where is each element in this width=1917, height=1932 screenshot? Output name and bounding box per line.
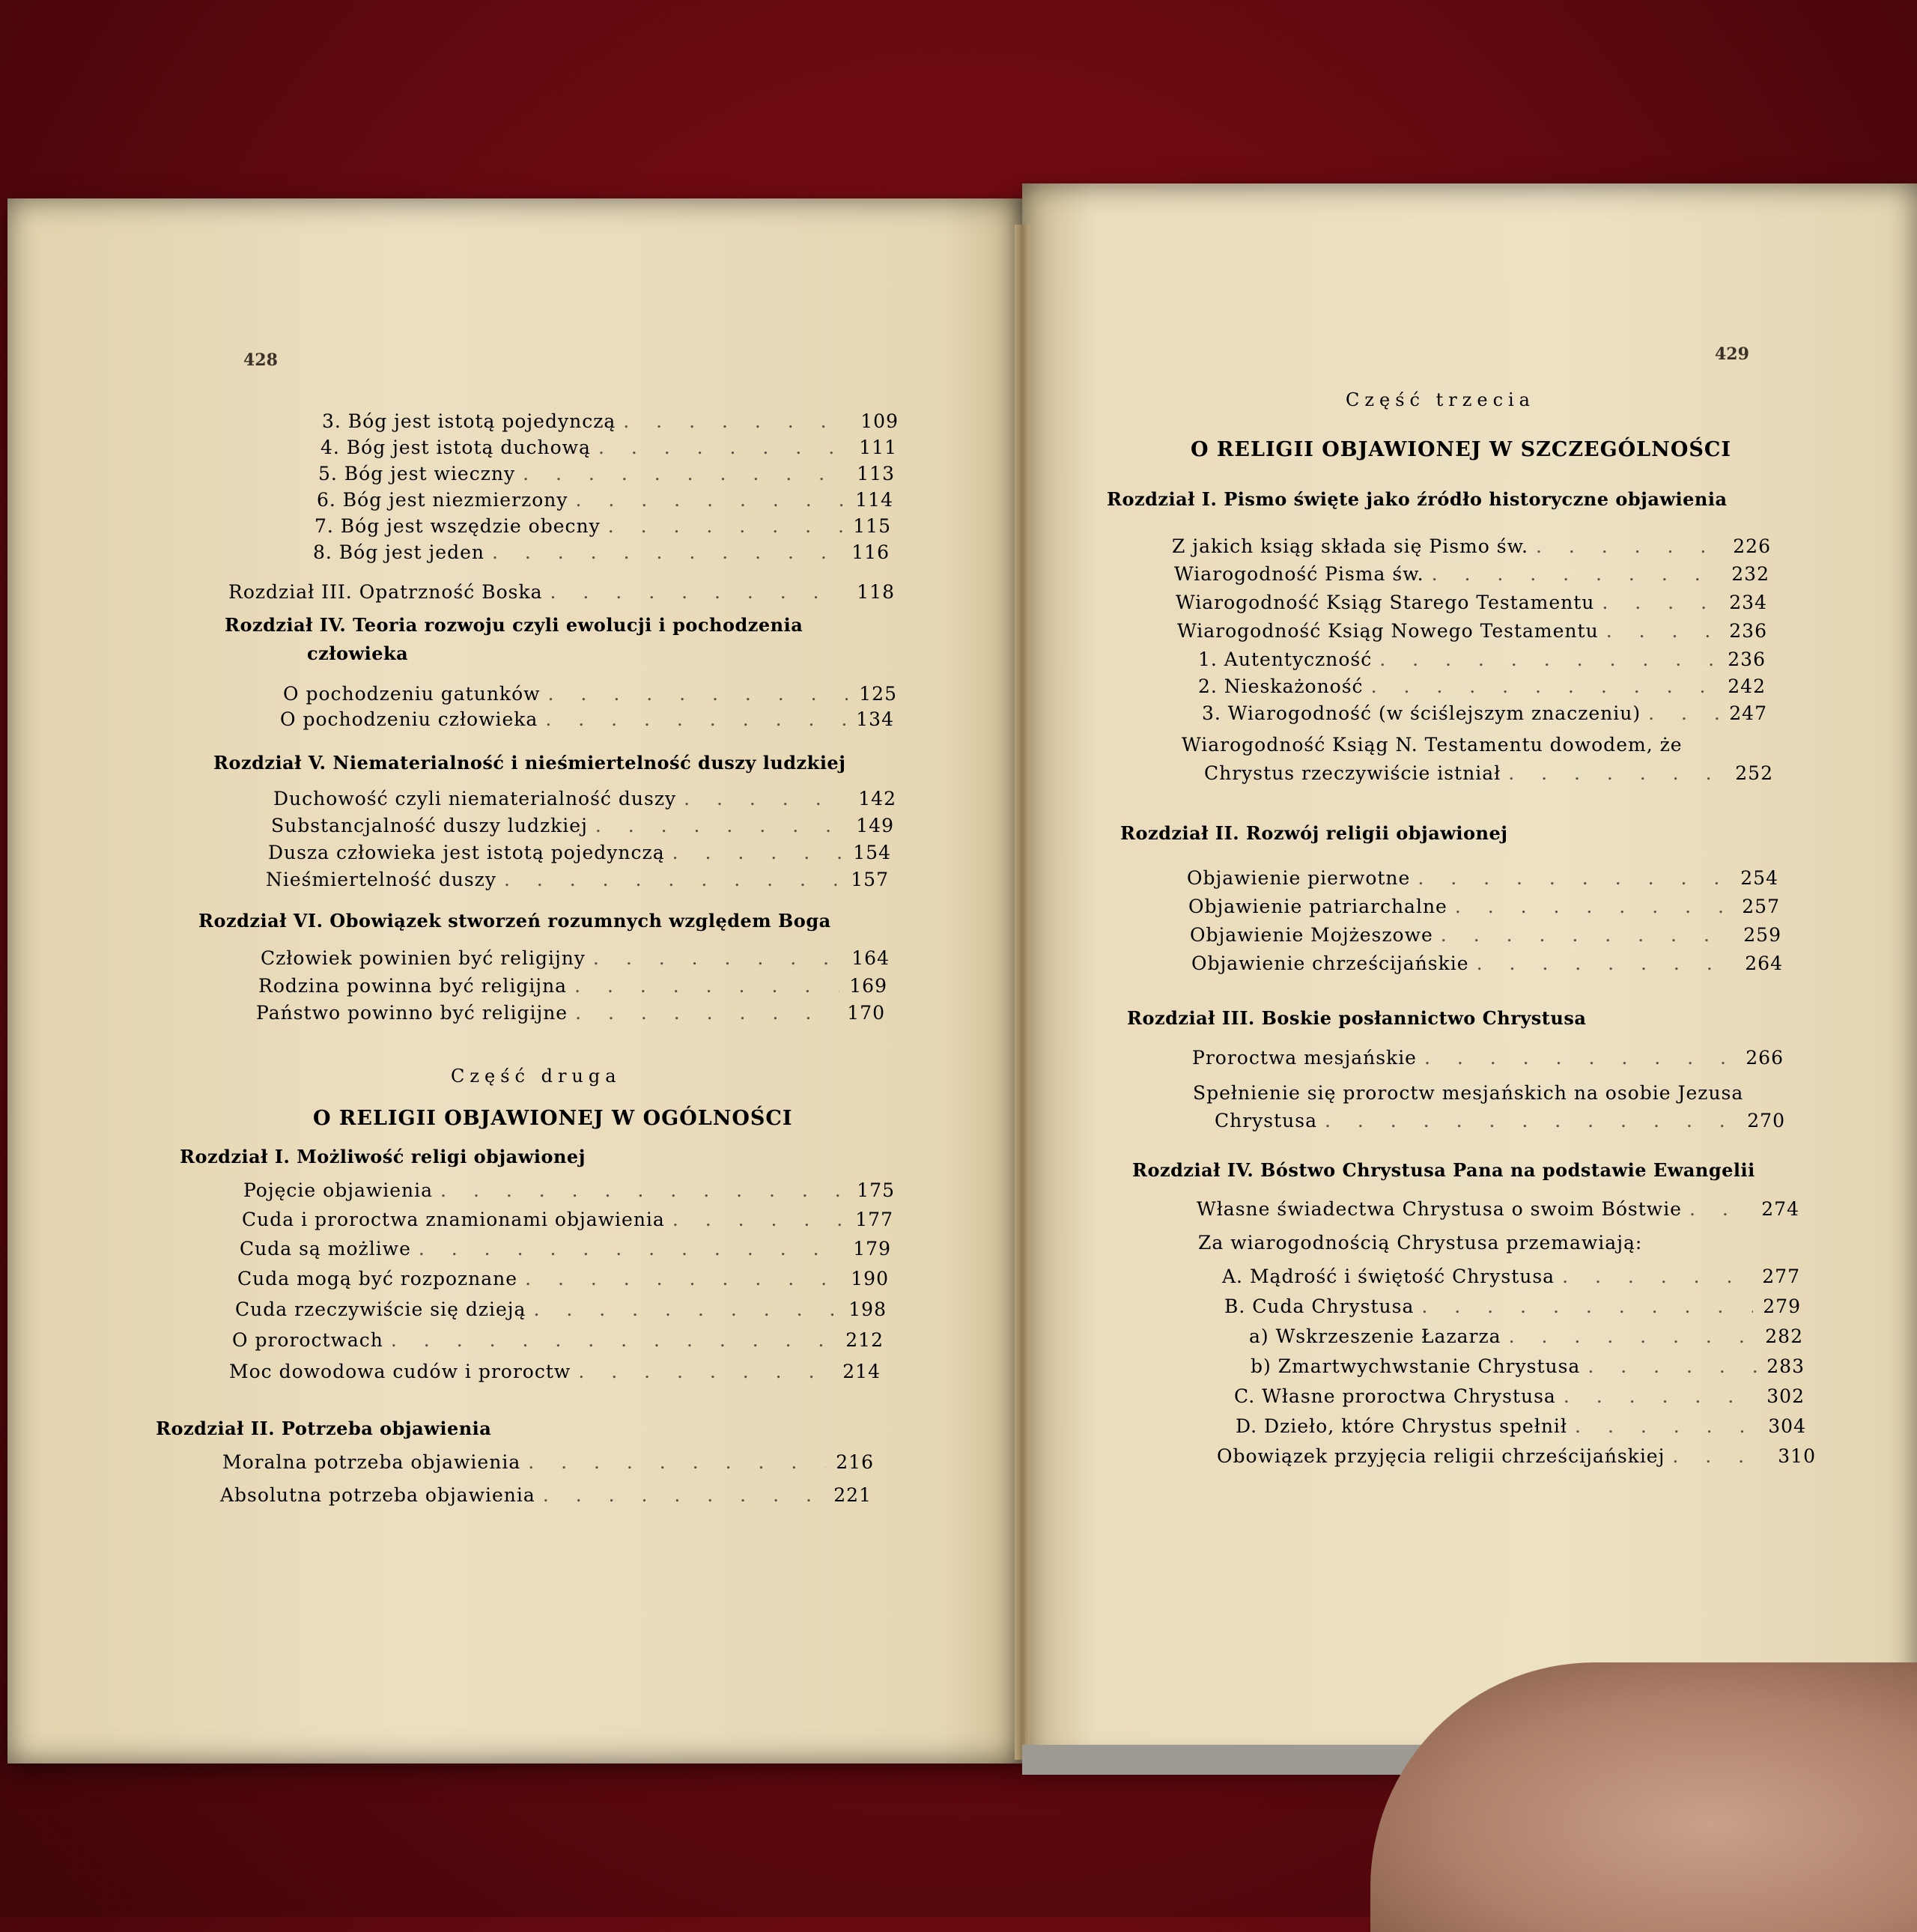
entry-title: D. Dzieło, które Chrystus spełnił <box>1236 1415 1568 1437</box>
page-ref: 254 <box>1740 867 1778 889</box>
page-ref: 149 <box>856 815 894 836</box>
dot-leader <box>623 410 851 432</box>
page-ref: 154 <box>853 842 891 863</box>
entry-title: 6. Bóg jest niezmierzony <box>317 489 568 511</box>
toc-entry <box>1198 648 1766 670</box>
dot-leader <box>1575 1415 1758 1437</box>
toc-entry <box>235 1298 887 1320</box>
dot-leader <box>523 463 847 484</box>
entry-title: O proroctwach <box>232 1329 383 1351</box>
toc-entry <box>1176 592 1767 613</box>
chapter-heading: Rozdział I. Możliwość religi objawionej <box>180 1146 586 1167</box>
dot-leader <box>1562 1266 1752 1287</box>
dot-leader <box>1672 1445 1768 1467</box>
toc-entry <box>232 1329 884 1351</box>
toc-entry <box>222 1451 874 1473</box>
entry-title: Duchowość czyli niematerialność duszy <box>273 788 677 809</box>
page-ref: 157 <box>851 869 889 890</box>
page-ref: 177 <box>855 1209 893 1230</box>
dot-leader <box>598 437 849 458</box>
dot-leader <box>1564 1385 1757 1407</box>
dot-leader <box>1477 953 1735 974</box>
dot-leader <box>550 581 847 603</box>
page-ref: 216 <box>836 1451 874 1473</box>
page-ref: 169 <box>849 975 887 997</box>
page-ref: 257 <box>1742 896 1780 917</box>
entry-title: Proroctwa mesjańskie <box>1192 1047 1417 1069</box>
dot-leader <box>1371 675 1718 697</box>
page-number-right: 429 <box>1715 344 1749 364</box>
dot-leader <box>440 1179 847 1201</box>
toc-entry <box>1174 563 1769 585</box>
entry-title: Z jakich ksiąg składa się Pismo św. <box>1172 535 1528 557</box>
toc-entry <box>273 788 896 809</box>
dot-leader <box>1432 563 1722 585</box>
entry-title: Państwo powinno być religijne <box>256 1002 568 1024</box>
dot-leader <box>593 947 842 969</box>
part-label: Część trzecia <box>1346 389 1535 410</box>
part-title: O RELIGII OBJAWIONEJ W SZCZEGÓLNOŚCI <box>1191 438 1731 461</box>
page-ref: 125 <box>859 683 897 705</box>
dot-leader <box>578 1361 833 1382</box>
toc-entry <box>256 1002 885 1024</box>
entry-title: Cuda rzeczywiście się dzieją <box>235 1298 526 1320</box>
dot-leader <box>672 842 843 863</box>
page-ref: 277 <box>1762 1266 1800 1287</box>
page-ref: 142 <box>858 788 896 809</box>
toc-entry <box>318 463 895 484</box>
toc-entry <box>1188 896 1780 917</box>
dot-leader <box>528 1451 826 1473</box>
entry-title: Obowiązek przyjęcia religii chrześcijańskiej <box>1217 1445 1665 1467</box>
toc-entry <box>240 1238 891 1260</box>
toc-entry <box>243 1179 895 1201</box>
toc-entry <box>322 410 899 432</box>
dot-leader <box>575 1002 837 1024</box>
page-ref: 134 <box>856 708 894 730</box>
entry-title: Chrystusa <box>1215 1110 1318 1131</box>
entry-title: 3. Bóg jest istotą pojedynczą <box>322 410 616 432</box>
dot-leader <box>1602 592 1719 613</box>
page-ref: 164 <box>851 947 890 969</box>
toc-entry <box>266 869 889 890</box>
page-ref: 282 <box>1765 1325 1803 1347</box>
toc-entry-line: Wiarogodność Ksiąg N. Testamentu dowodem, że <box>1182 734 1683 756</box>
page-ref: 242 <box>1728 675 1766 697</box>
entry-title: O pochodzeniu człowieka <box>280 708 538 730</box>
chapter-heading-cont: człowieka <box>307 643 409 664</box>
page-ref: 302 <box>1766 1385 1805 1407</box>
chapter-heading: Rozdział IV. Teoria rozwoju czyli ewolucji i pochodzenia <box>225 614 803 636</box>
page-ref: 170 <box>847 1002 885 1024</box>
page-ref: 274 <box>1761 1198 1799 1220</box>
page-ref: 234 <box>1729 592 1767 613</box>
dot-leader <box>1424 1047 1736 1069</box>
page-ref: 252 <box>1735 762 1773 784</box>
entry-title: 1. Autentyczność <box>1198 648 1373 670</box>
toc-entry <box>1215 1110 1785 1131</box>
chapter-heading: Rozdział II. Potrzeba objawienia <box>156 1418 492 1439</box>
dot-leader <box>533 1298 839 1320</box>
page-ref: 214 <box>842 1361 881 1382</box>
dot-leader <box>684 788 848 809</box>
entry-title: Własne świadectwa Chrystusa o swoim Bóstwie <box>1197 1198 1682 1220</box>
toc-entry <box>1236 1415 1806 1437</box>
page-ref: 259 <box>1743 924 1781 946</box>
dot-leader <box>1588 1355 1757 1377</box>
entry-title: Cuda mogą być rozpoznane <box>237 1268 518 1289</box>
page-ref: 226 <box>1733 535 1771 557</box>
page-ref: 283 <box>1766 1355 1805 1377</box>
toc-entry <box>1191 953 1783 974</box>
toc-entry <box>1198 675 1766 697</box>
page-ref: 236 <box>1729 620 1767 642</box>
page-ref: 179 <box>853 1238 891 1260</box>
page-ref: 232 <box>1731 563 1769 585</box>
entry-title: Objawienie Mojżeszowe <box>1190 924 1433 946</box>
toc-entry <box>317 489 893 511</box>
toc-entry <box>1234 1385 1805 1407</box>
dot-leader <box>1325 1110 1737 1131</box>
page-ref: 175 <box>857 1179 895 1201</box>
page-ref: 118 <box>857 581 895 603</box>
page-ref: 221 <box>833 1484 872 1506</box>
entry-title: a) Wskrzeszenie Łazarza <box>1249 1325 1501 1347</box>
page-ref: 116 <box>851 541 890 563</box>
entry-title: Objawienie patriarchalne <box>1188 896 1447 917</box>
entry-title: Cuda i proroctwa znamionami objawienia <box>242 1209 665 1230</box>
entry-title: Człowiek powinien być religijny <box>261 947 586 969</box>
toc-entry <box>268 842 891 863</box>
entry-title: 8. Bóg jest jeden <box>313 541 484 563</box>
page-ref: 270 <box>1747 1110 1785 1131</box>
entry-title: O pochodzeniu gatunków <box>283 683 541 705</box>
page-ref: 111 <box>859 437 897 458</box>
entry-title: Objawienie pierwotne <box>1187 867 1411 889</box>
entry-title: Objawienie chrześcijańskie <box>1191 953 1469 974</box>
dot-leader <box>1455 896 1732 917</box>
toc-entry <box>1197 1198 1799 1220</box>
page-ref: 109 <box>860 410 899 432</box>
page-ref: 115 <box>853 515 891 537</box>
toc-entry <box>258 975 887 997</box>
entry-title: Chrystus rzeczywiście istniał <box>1204 762 1501 784</box>
dot-leader <box>1509 1325 1755 1347</box>
entry-title: b) Zmartwychwstanie Chrystusa <box>1251 1355 1581 1377</box>
chapter-heading: Rozdział III. Boskie posłannictwo Chrystusa <box>1127 1007 1587 1029</box>
toc-entry <box>220 1484 872 1506</box>
page-ref: 264 <box>1745 953 1783 974</box>
dot-leader <box>548 683 849 705</box>
toc-entry <box>315 515 891 537</box>
dot-leader <box>419 1238 843 1260</box>
dot-leader <box>1379 648 1718 670</box>
toc-entry <box>320 437 897 458</box>
toc-entry-line: Za wiarogodnością Chrystusa przemawiają: <box>1198 1232 1643 1254</box>
toc-entry <box>1172 535 1771 557</box>
page-ref: 113 <box>857 463 895 484</box>
chapter-heading: Rozdział IV. Bóstwo Chrystusa Pana na podstawie Ewangelii <box>1132 1159 1755 1181</box>
entry-title: 4. Bóg jest istotą duchową <box>320 437 591 458</box>
toc-entry-line: Spełnienie się proroctw mesjańskich na osobie Jezusa <box>1193 1082 1744 1104</box>
dot-leader <box>492 541 842 563</box>
dot-leader <box>1606 620 1719 642</box>
chapter-heading: Rozdział I. Pismo święte jako źródło historyczne objawienia <box>1107 488 1728 510</box>
page-number-left: 428 <box>243 350 278 370</box>
entry-title: Nieśmiertelność duszy <box>266 869 496 890</box>
book-spine <box>1015 225 1030 1760</box>
page-ref: 198 <box>848 1298 887 1320</box>
entry-title: Rodzina powinna być religijna <box>258 975 568 997</box>
dot-leader <box>672 1209 845 1230</box>
page-ref: 304 <box>1768 1415 1806 1437</box>
page-ref: 310 <box>1778 1445 1816 1467</box>
toc-entry <box>1224 1295 1801 1317</box>
entry-title: Moc dowodowa cudów i proroctw <box>229 1361 571 1382</box>
dot-leader <box>574 975 839 997</box>
entry-title: C. Własne proroctwa Chrystusa <box>1234 1385 1556 1407</box>
page-ref: 266 <box>1746 1047 1784 1069</box>
entry-title: Absolutna potrzeba objawienia <box>220 1484 535 1506</box>
entry-title: Dusza człowieka jest istotą pojedynczą <box>268 842 665 863</box>
dot-leader <box>1648 702 1719 724</box>
dot-leader <box>545 708 846 730</box>
dot-leader <box>504 869 841 890</box>
dot-leader <box>1689 1198 1752 1220</box>
dot-leader <box>1536 535 1723 557</box>
toc-entry <box>1217 1445 1816 1467</box>
page-ref: 247 <box>1729 702 1767 724</box>
entry-title: Substancjalność duszy ludzkiej <box>271 815 588 836</box>
dot-leader <box>543 1484 824 1506</box>
entry-title: Pojęcie objawienia <box>243 1179 434 1201</box>
toc-entry <box>237 1268 889 1289</box>
toc-entry <box>271 815 894 836</box>
dot-leader <box>1441 924 1734 946</box>
toc-entry <box>280 708 894 730</box>
page-ref: 190 <box>851 1268 889 1289</box>
toc-entry <box>1202 702 1767 724</box>
toc-entry <box>1177 620 1767 642</box>
page-ref: 279 <box>1763 1295 1801 1317</box>
entry-title: A. Mądrość i świętość Chrystusa <box>1222 1266 1555 1287</box>
entry-title: 3. Wiarogodność (w ściślejszym znaczeniu) <box>1202 702 1641 724</box>
part-title: O RELIGII OBJAWIONEJ W OGÓLNOŚCI <box>313 1107 793 1130</box>
toc-entry <box>1251 1355 1805 1377</box>
toc-entry <box>1222 1266 1800 1287</box>
page-ref: 212 <box>845 1329 884 1351</box>
entry-title: Cuda są możliwe <box>240 1238 411 1260</box>
entry-title: Rozdział III. Opatrzność Boska <box>228 581 543 603</box>
toc-entry <box>261 947 890 969</box>
toc-entry <box>229 1361 881 1382</box>
dot-leader <box>525 1268 841 1289</box>
right-page <box>1022 183 1917 1767</box>
page-ref: 236 <box>1728 648 1766 670</box>
entry-title: Wiarogodność Ksiąg Nowego Testamentu <box>1177 620 1599 642</box>
toc-entry <box>1249 1325 1803 1347</box>
chapter-heading <box>228 581 895 603</box>
entry-title: Wiarogodność Pisma św. <box>1174 563 1424 585</box>
entry-title: Moralna potrzeba objawienia <box>222 1451 521 1473</box>
dot-leader <box>391 1329 836 1351</box>
dot-leader <box>576 489 846 511</box>
dot-leader <box>1508 762 1725 784</box>
dot-leader <box>1418 867 1731 889</box>
chapter-heading: Rozdział V. Niematerialność i nieśmiertelność duszy ludzkiej <box>213 752 846 774</box>
toc-entry <box>1190 924 1781 946</box>
dot-leader <box>608 515 843 537</box>
entry-title: 7. Bóg jest wszędzie obecny <box>315 515 601 537</box>
part-label: Część druga <box>451 1066 622 1087</box>
toc-entry <box>242 1209 893 1230</box>
entry-title: B. Cuda Chrystusa <box>1224 1295 1415 1317</box>
toc-entry <box>1192 1047 1784 1069</box>
page-ref: 114 <box>855 489 893 511</box>
entry-title: 5. Bóg jest wieczny <box>318 463 516 484</box>
entry-title: Wiarogodność Ksiąg Starego Testamentu <box>1176 592 1595 613</box>
entry-title: 2. Nieskażoność <box>1198 675 1364 697</box>
chapter-heading: Rozdział II. Rozwój religii objawionej <box>1120 822 1508 844</box>
toc-entry <box>1204 762 1773 784</box>
toc-entry <box>283 683 897 705</box>
toc-entry <box>313 541 890 563</box>
dot-leader <box>595 815 846 836</box>
chapter-heading: Rozdział VI. Obowiązek stworzeń rozumnych względem Boga <box>198 910 831 932</box>
toc-entry <box>1187 867 1778 889</box>
dot-leader <box>1421 1295 1753 1317</box>
